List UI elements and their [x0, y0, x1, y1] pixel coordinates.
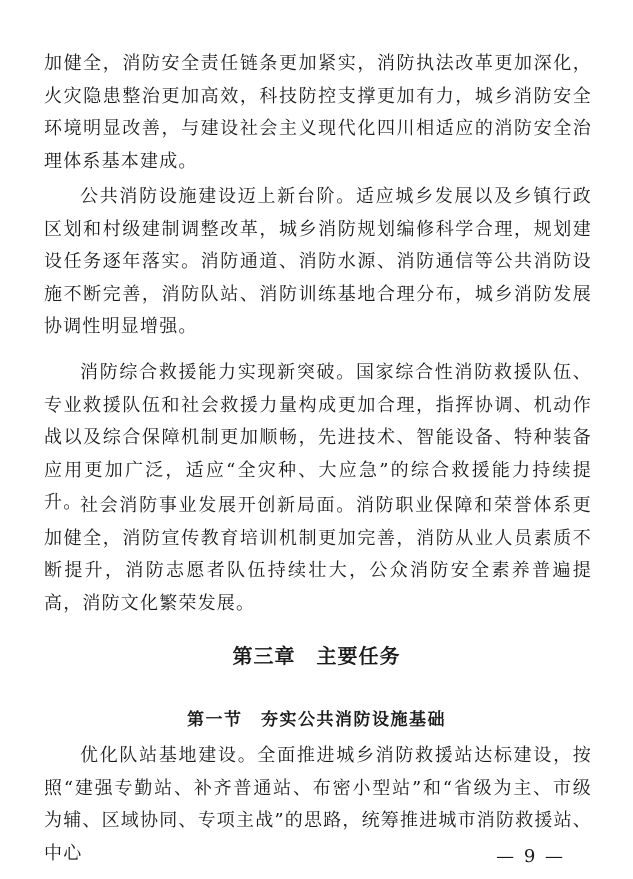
- paragraph-station-construction: 优化队站基地建设。全面推进城乡消防救援站达标建设，按照“建强专勤站、补齐普通站、布密小型站”和“省级为主、市级为辅、区域协同、专项主战”的思路，统筹推进城市消防救援站、中心: [44, 745, 592, 864]
- chapter-title: 第三章 主要任务: [232, 644, 401, 668]
- paragraph-social-fire-services: 社会消防事业发展开创新局面。消防职业保障和荣誉体系更加健全，消防宣传教育培训机制更加完善，消防从业人员素质不断提升，消防志愿者队伍持续壮大，公众消防安全素养普遍提高，消防文化繁荣发展。: [44, 495, 592, 614]
- paragraph-public-facilities: 公共消防设施建设迈上新台阶。适应城乡发展以及乡镇行政区划和村级建制调整改革，城乡消防规划编修科学合理，规划建设任务逐年落实。消防通道、消防水源、消防通信等公共消防设施不断完善，消防队站、消防训练基地合理分布，城乡消防发展协调性明显增强。: [44, 186, 592, 337]
- page-number: — 9 —: [496, 846, 565, 867]
- section-title: 第一节 夯实公共消防设施基础: [187, 710, 446, 730]
- paragraph-rescue-capability: 消防综合救援能力实现新突破。国家综合性消防救援队伍、专业救援队伍和社会救援力量构成更加合理，指挥协调、机动作战以及综合保障机制更加顺畅，先进技术、智能设备、特种装备应用更加广泛，适应“全灾种、大应急”的综合救援能力持续提升。: [44, 362, 592, 513]
- paragraph-continued: 加健全，消防安全责任链条更加紧实，消防执法改革更加深化，火灾隐患整治更加高效，科技防控支撑更加有力，城乡消防安全环境明显改善，与建设社会主义现代化四川相适应的消防安全治理体系基本建成。: [44, 53, 592, 172]
